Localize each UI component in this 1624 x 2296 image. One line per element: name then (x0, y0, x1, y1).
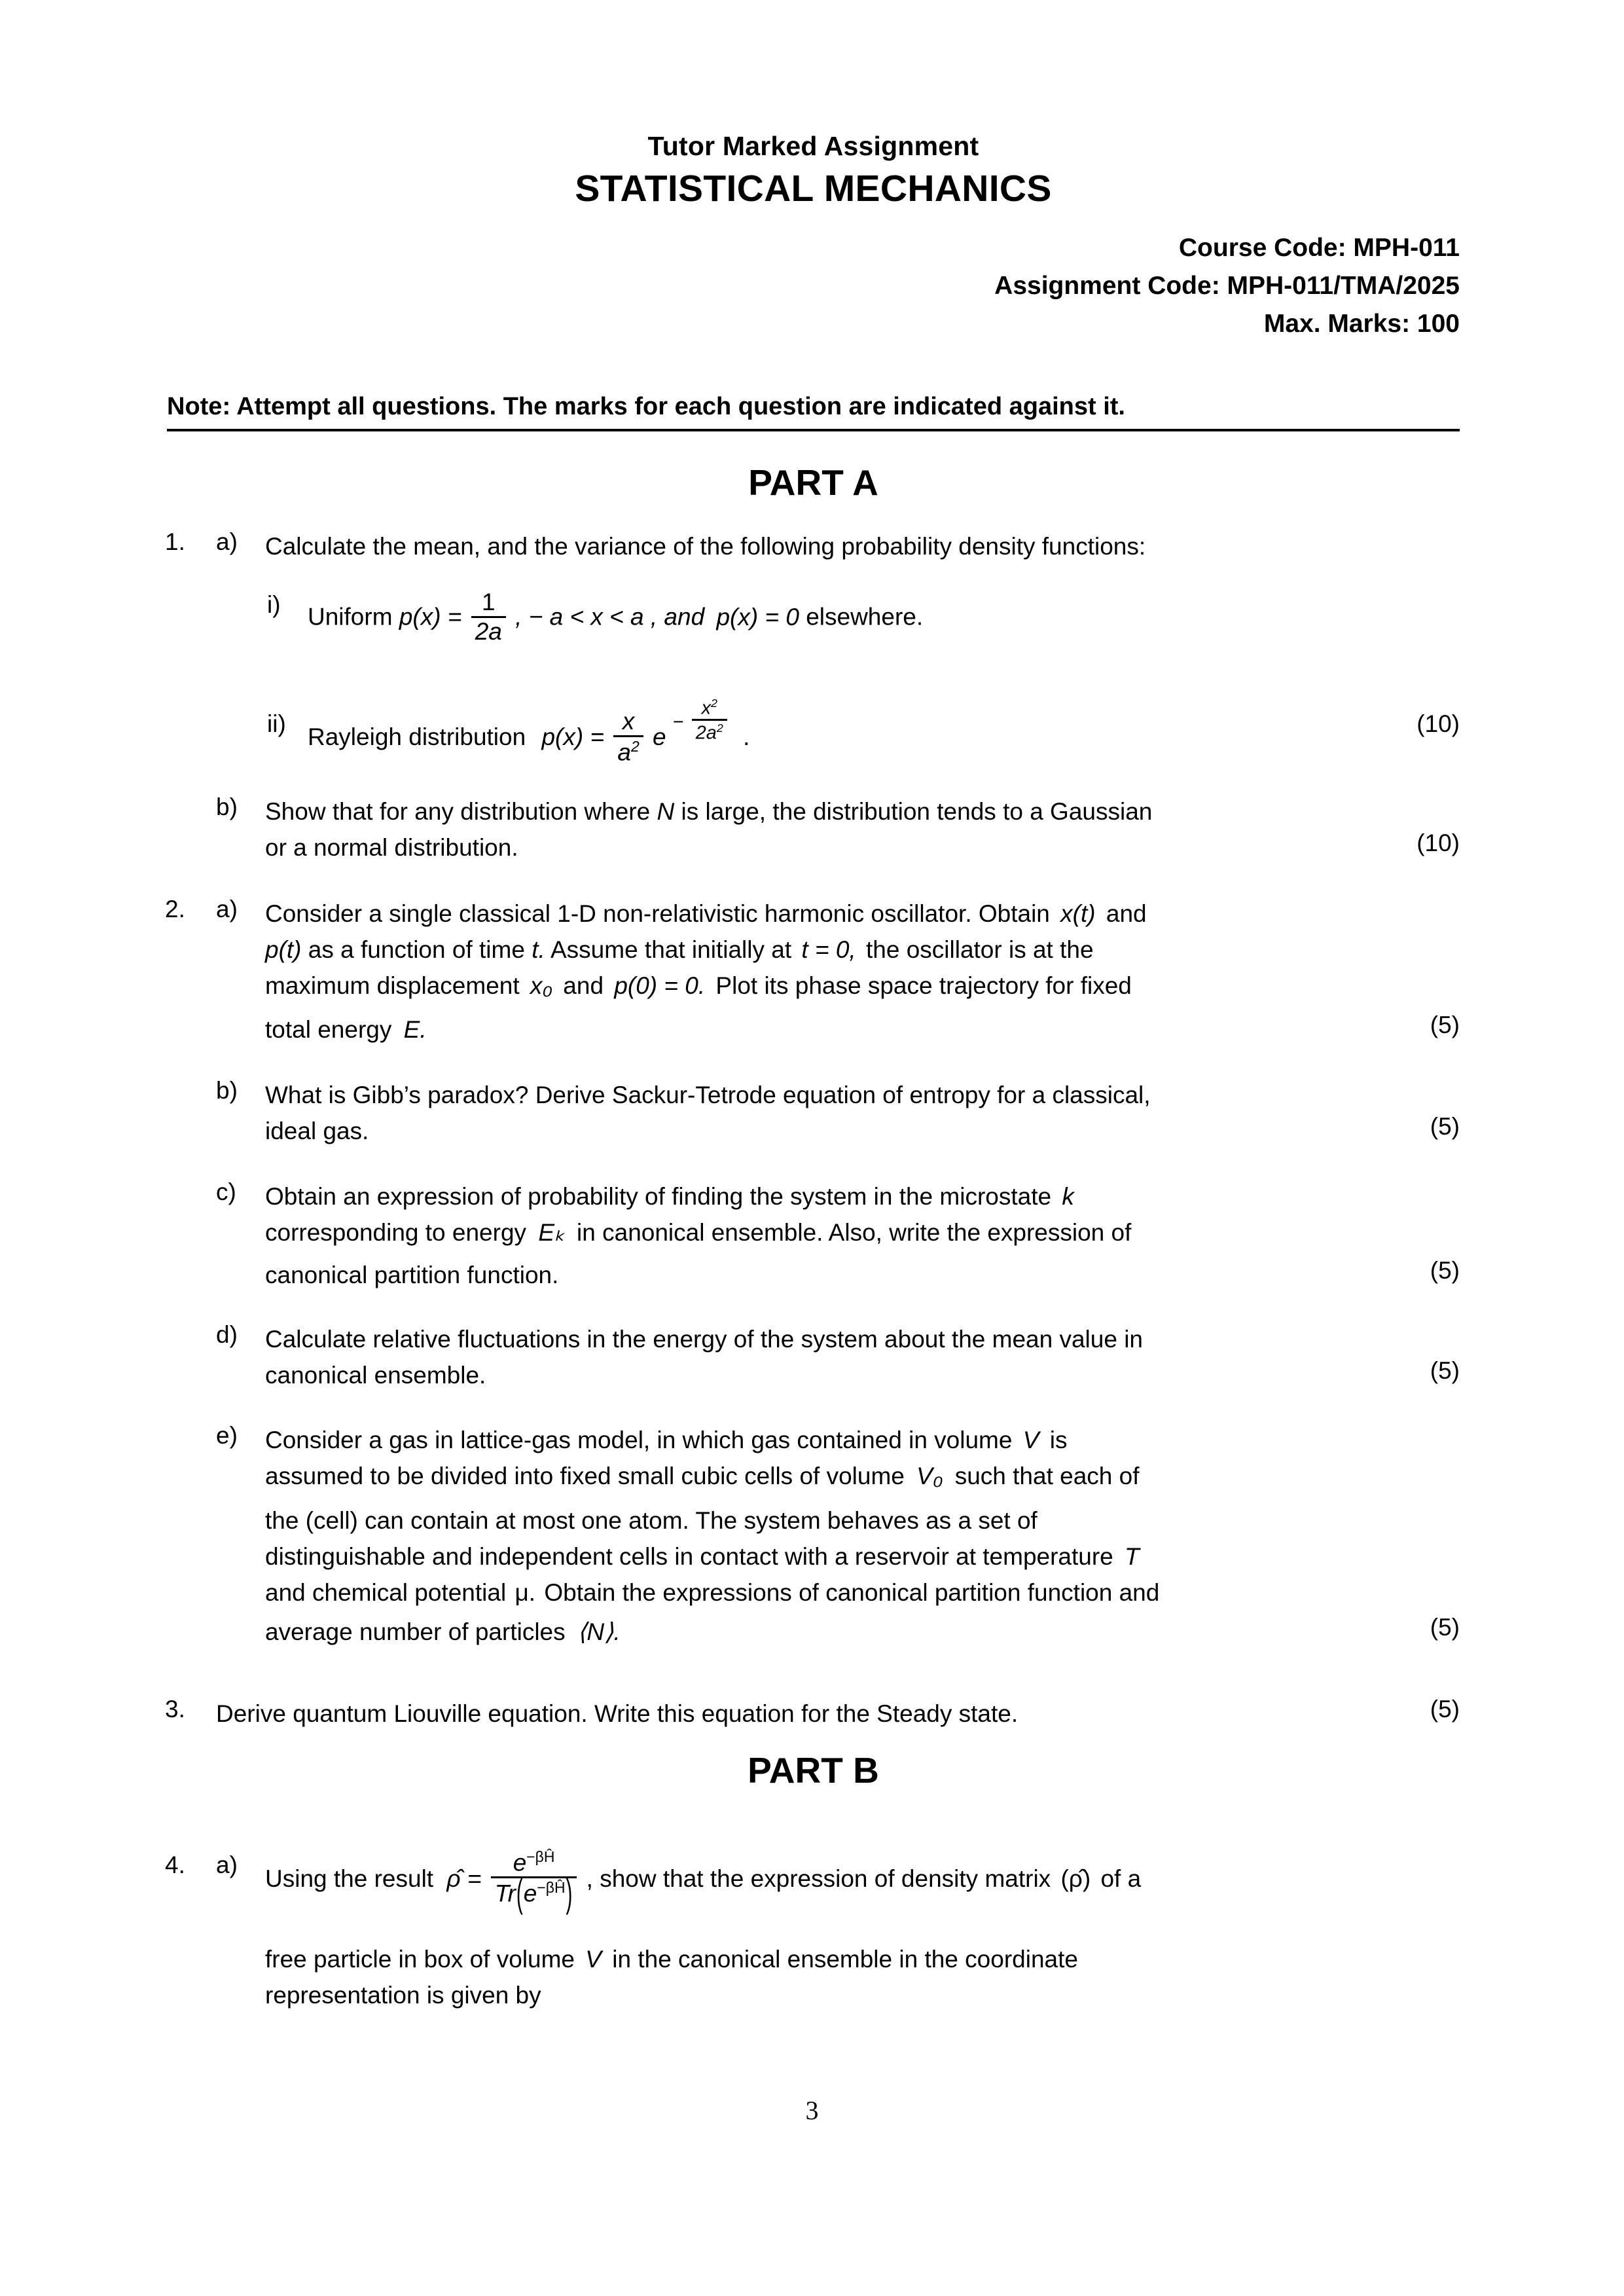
question-1b-symbol-N: N (657, 798, 675, 825)
q2a-l3-text1: maximum displacement (265, 972, 520, 999)
q2e-l6-text: average number of particles (265, 1618, 566, 1645)
question-4a-line2 (265, 1941, 1417, 1977)
q2a-l1-math: x(t) (1060, 900, 1096, 927)
question-2e-line6 (265, 1614, 1404, 1650)
section-heading-part-a: PART A (748, 462, 878, 503)
question-2c-line2 (265, 1214, 1404, 1250)
question-2a-line4 (265, 1011, 1404, 1048)
question-2b-label: b) (216, 1077, 238, 1104)
q2a-l1-text2: and (1106, 900, 1147, 927)
question-2b-line1: What is Gibb’s paradox? Derive Sackur-Tetrode equation of entropy for a classical, (265, 1082, 1151, 1108)
document-header (167, 131, 1460, 338)
question-1-number: 1. (165, 528, 185, 555)
q2a-l2-text2: Assume that initially at (550, 936, 792, 963)
q2a-l3-math1: x₀ (530, 972, 553, 999)
q4a-text3: of a (1100, 1865, 1142, 1892)
q2c-l2-math: Eₖ (538, 1219, 565, 1246)
q4a-text1: Using the result (265, 1865, 434, 1892)
q2a-l4-math: E. (403, 1016, 427, 1043)
max-marks: Max. Marks: 100 (1263, 310, 1460, 338)
uniform-prefix: Uniform (308, 603, 393, 630)
question-2b-line2: ideal gas. (265, 1118, 369, 1144)
q4a-text2: , show that the expression of density matrix (586, 1865, 1051, 1892)
q2e-l2-math: V₀ (916, 1463, 943, 1489)
rayleigh-exponent: − $\frac{x^2}{2a^2}$ (673, 699, 730, 744)
q2a-l4-text: total energy (265, 1016, 392, 1043)
question-1b-label: b) (216, 793, 238, 820)
question-2d-label: d) (216, 1321, 238, 1348)
rayleigh-formula: p(x) = $\frac{x}{a^2}$ e − $\frac{x^2}{2a^2}$ . (541, 697, 750, 766)
q2c-l2-text1: corresponding to energy (265, 1219, 527, 1246)
question-1a-label: a) (216, 528, 238, 555)
q4a-l2-text1: free particle in box of volume (265, 1946, 575, 1973)
q2e-l4-math: T (1125, 1543, 1140, 1570)
question-2a-line3 (265, 968, 1404, 1004)
question-4a-line1 (265, 1848, 1417, 1916)
page-title: STATISTICAL MECHANICS (575, 168, 1052, 210)
question-2a-line2 (265, 932, 1404, 968)
uniform-formula: p(x) = $\frac{1}{2a}$ , − a < x < a , and p(x) = 0 (399, 589, 799, 645)
question-4a-line3: representation is given by (265, 1982, 541, 2009)
question-1a-marks: (10) (1416, 710, 1460, 737)
question-4a-label: a) (216, 1851, 238, 1878)
question-3-text: Derive quantum Liouville equation. Write this equation for the Steady state. (216, 1700, 1019, 1727)
q4a-rho-lhs: ρ̂ = (446, 1865, 482, 1892)
q4a-den-tr: Tr (494, 1880, 516, 1907)
rayleigh-prefactor-fraction: $\frac{x}{a^2}$ (613, 709, 643, 765)
q4a-den-e: e (523, 1880, 537, 1907)
question-2d-line1: Calculate relative fluctuations in the energy of the system about the mean value in (265, 1326, 1143, 1353)
question-4-number: 4. (165, 1851, 185, 1878)
q2e-l5-math: μ. (514, 1579, 536, 1606)
question-3-number: 3. (165, 1696, 185, 1722)
q4a-num-e: e (513, 1849, 527, 1876)
question-1a-text: Calculate the mean, and the variance of the following probability density functions: (265, 533, 1146, 560)
question-1b-text-part1: Show that for any distribution where (265, 798, 651, 825)
question-1a-ii-label: ii) (267, 710, 286, 737)
q2e-l5-text1: and chemical potential (265, 1579, 507, 1606)
question-1a-ii-content (308, 697, 1420, 767)
q2e-l1-text2: is (1049, 1427, 1068, 1453)
page-number: 3 (805, 2096, 819, 2125)
q2e-l4-text: distinguishable and independent cells in contact with a reservoir at temperature (265, 1543, 1113, 1570)
question-2e-label: e) (216, 1422, 238, 1449)
question-2a-line1 (265, 896, 1404, 932)
question-2e-marks: (5) (1430, 1614, 1460, 1641)
section-heading-part-b: PART B (748, 1750, 879, 1791)
question-2e-line2 (265, 1458, 1404, 1494)
q2a-l2-math1: p(t) (265, 936, 302, 963)
question-2b-marks: (5) (1430, 1113, 1460, 1140)
rayleigh-e: e (652, 723, 666, 750)
question-2c-line1 (265, 1178, 1404, 1214)
course-code: Course Code: MPH-011 (1178, 234, 1460, 262)
q2e-l1-text1: Consider a gas in lattice-gas model, in which gas contained in volume (265, 1427, 1013, 1453)
question-2e-line4 (265, 1539, 1404, 1575)
q2e-l2-text2: such that each of (954, 1463, 1140, 1489)
question-2c-line3: canonical partition function. (265, 1262, 559, 1288)
question-1b-text-part2: is large, the distribution tends to a Gaussian (681, 798, 1153, 825)
q2a-l2-text3: the oscillator is at the (865, 936, 1094, 963)
question-2d-line2: canonical ensemble. (265, 1362, 486, 1389)
q4a-rho-inline: (ρ̂) (1060, 1865, 1091, 1892)
uniform-fraction: $\frac{1}{2a}$ (471, 590, 506, 645)
q4a-l2-text2: in the canonical ensemble in the coordinate (612, 1946, 1078, 1973)
instructions-note: Note: Attempt all questions. The marks for each question are indicated against it. (167, 393, 1125, 420)
q2a-l3-math2: p(0) = 0. (614, 972, 706, 999)
rayleigh-period: . (743, 723, 750, 750)
question-3-marks: (5) (1430, 1696, 1460, 1722)
question-2a-marks: (5) (1430, 1011, 1460, 1038)
q2e-l1-math: V (1022, 1427, 1039, 1453)
q2c-l1-text: Obtain an expression of probability of finding the system in the microstate (265, 1183, 1052, 1210)
density-matrix-fraction: $\frac{e^{-\beta Ĥ}}{Tr(e^{-\beta Ĥ})}$ (491, 1849, 577, 1906)
question-1a-i-label: i) (267, 591, 281, 618)
q2a-l1-text1: Consider a single classical 1-D non-relativistic harmonic oscillator. Obtain (265, 900, 1050, 927)
q2a-l3-text3: Plot its phase space trajectory for fixed (715, 972, 1132, 999)
density-matrix-formula (446, 1848, 579, 1916)
question-2a-label: a) (216, 896, 238, 922)
q2c-l1-math: k (1062, 1183, 1074, 1210)
question-1b-marks: (10) (1416, 829, 1460, 856)
q2e-l2-text1: assumed to be divided into fixed small cubic cells of volume (265, 1463, 905, 1489)
q2e-l6-math: ⟨N⟩. (577, 1618, 621, 1645)
question-1a-i-content (308, 591, 1420, 646)
question-2e-line1 (265, 1422, 1404, 1458)
header-divider (167, 429, 1460, 431)
question-2d-marks: (5) (1430, 1357, 1460, 1384)
question-2-number: 2. (165, 896, 185, 922)
question-2c-label: c) (216, 1178, 236, 1205)
q2a-l2-text1: as a function of time (308, 936, 525, 963)
question-1b-content (265, 793, 1391, 829)
question-1b-text-line2: or a normal distribution. (265, 834, 518, 861)
uniform-tail: elsewhere. (806, 603, 924, 630)
question-2c-marks: (5) (1430, 1257, 1460, 1284)
question-2e-line3: the (cell) can contain at most one atom. The system behaves as a set of (265, 1507, 1038, 1534)
q2c-l2-text2: in canonical ensemble. Also, write the expression of (577, 1219, 1132, 1246)
question-2e-line5 (265, 1575, 1404, 1611)
q4a-l2-math: V (585, 1946, 602, 1973)
assignment-code: Assignment Code: MPH-011/TMA/2025 (994, 272, 1460, 300)
q4a-den-exp: −βĤ (537, 1879, 566, 1897)
q2e-l5-text2: Obtain the expressions of canonical partition function and (544, 1579, 1160, 1606)
header-subtitle: Tutor Marked Assignment (647, 131, 979, 161)
q2a-l2-math2: t. (532, 936, 545, 963)
rayleigh-prefix: Rayleigh distribution (308, 723, 526, 750)
q4a-num-exp: −βĤ (526, 1848, 555, 1865)
q2a-l2-math3: t = 0, (801, 936, 856, 963)
q2a-l3-text2: and (563, 972, 604, 999)
